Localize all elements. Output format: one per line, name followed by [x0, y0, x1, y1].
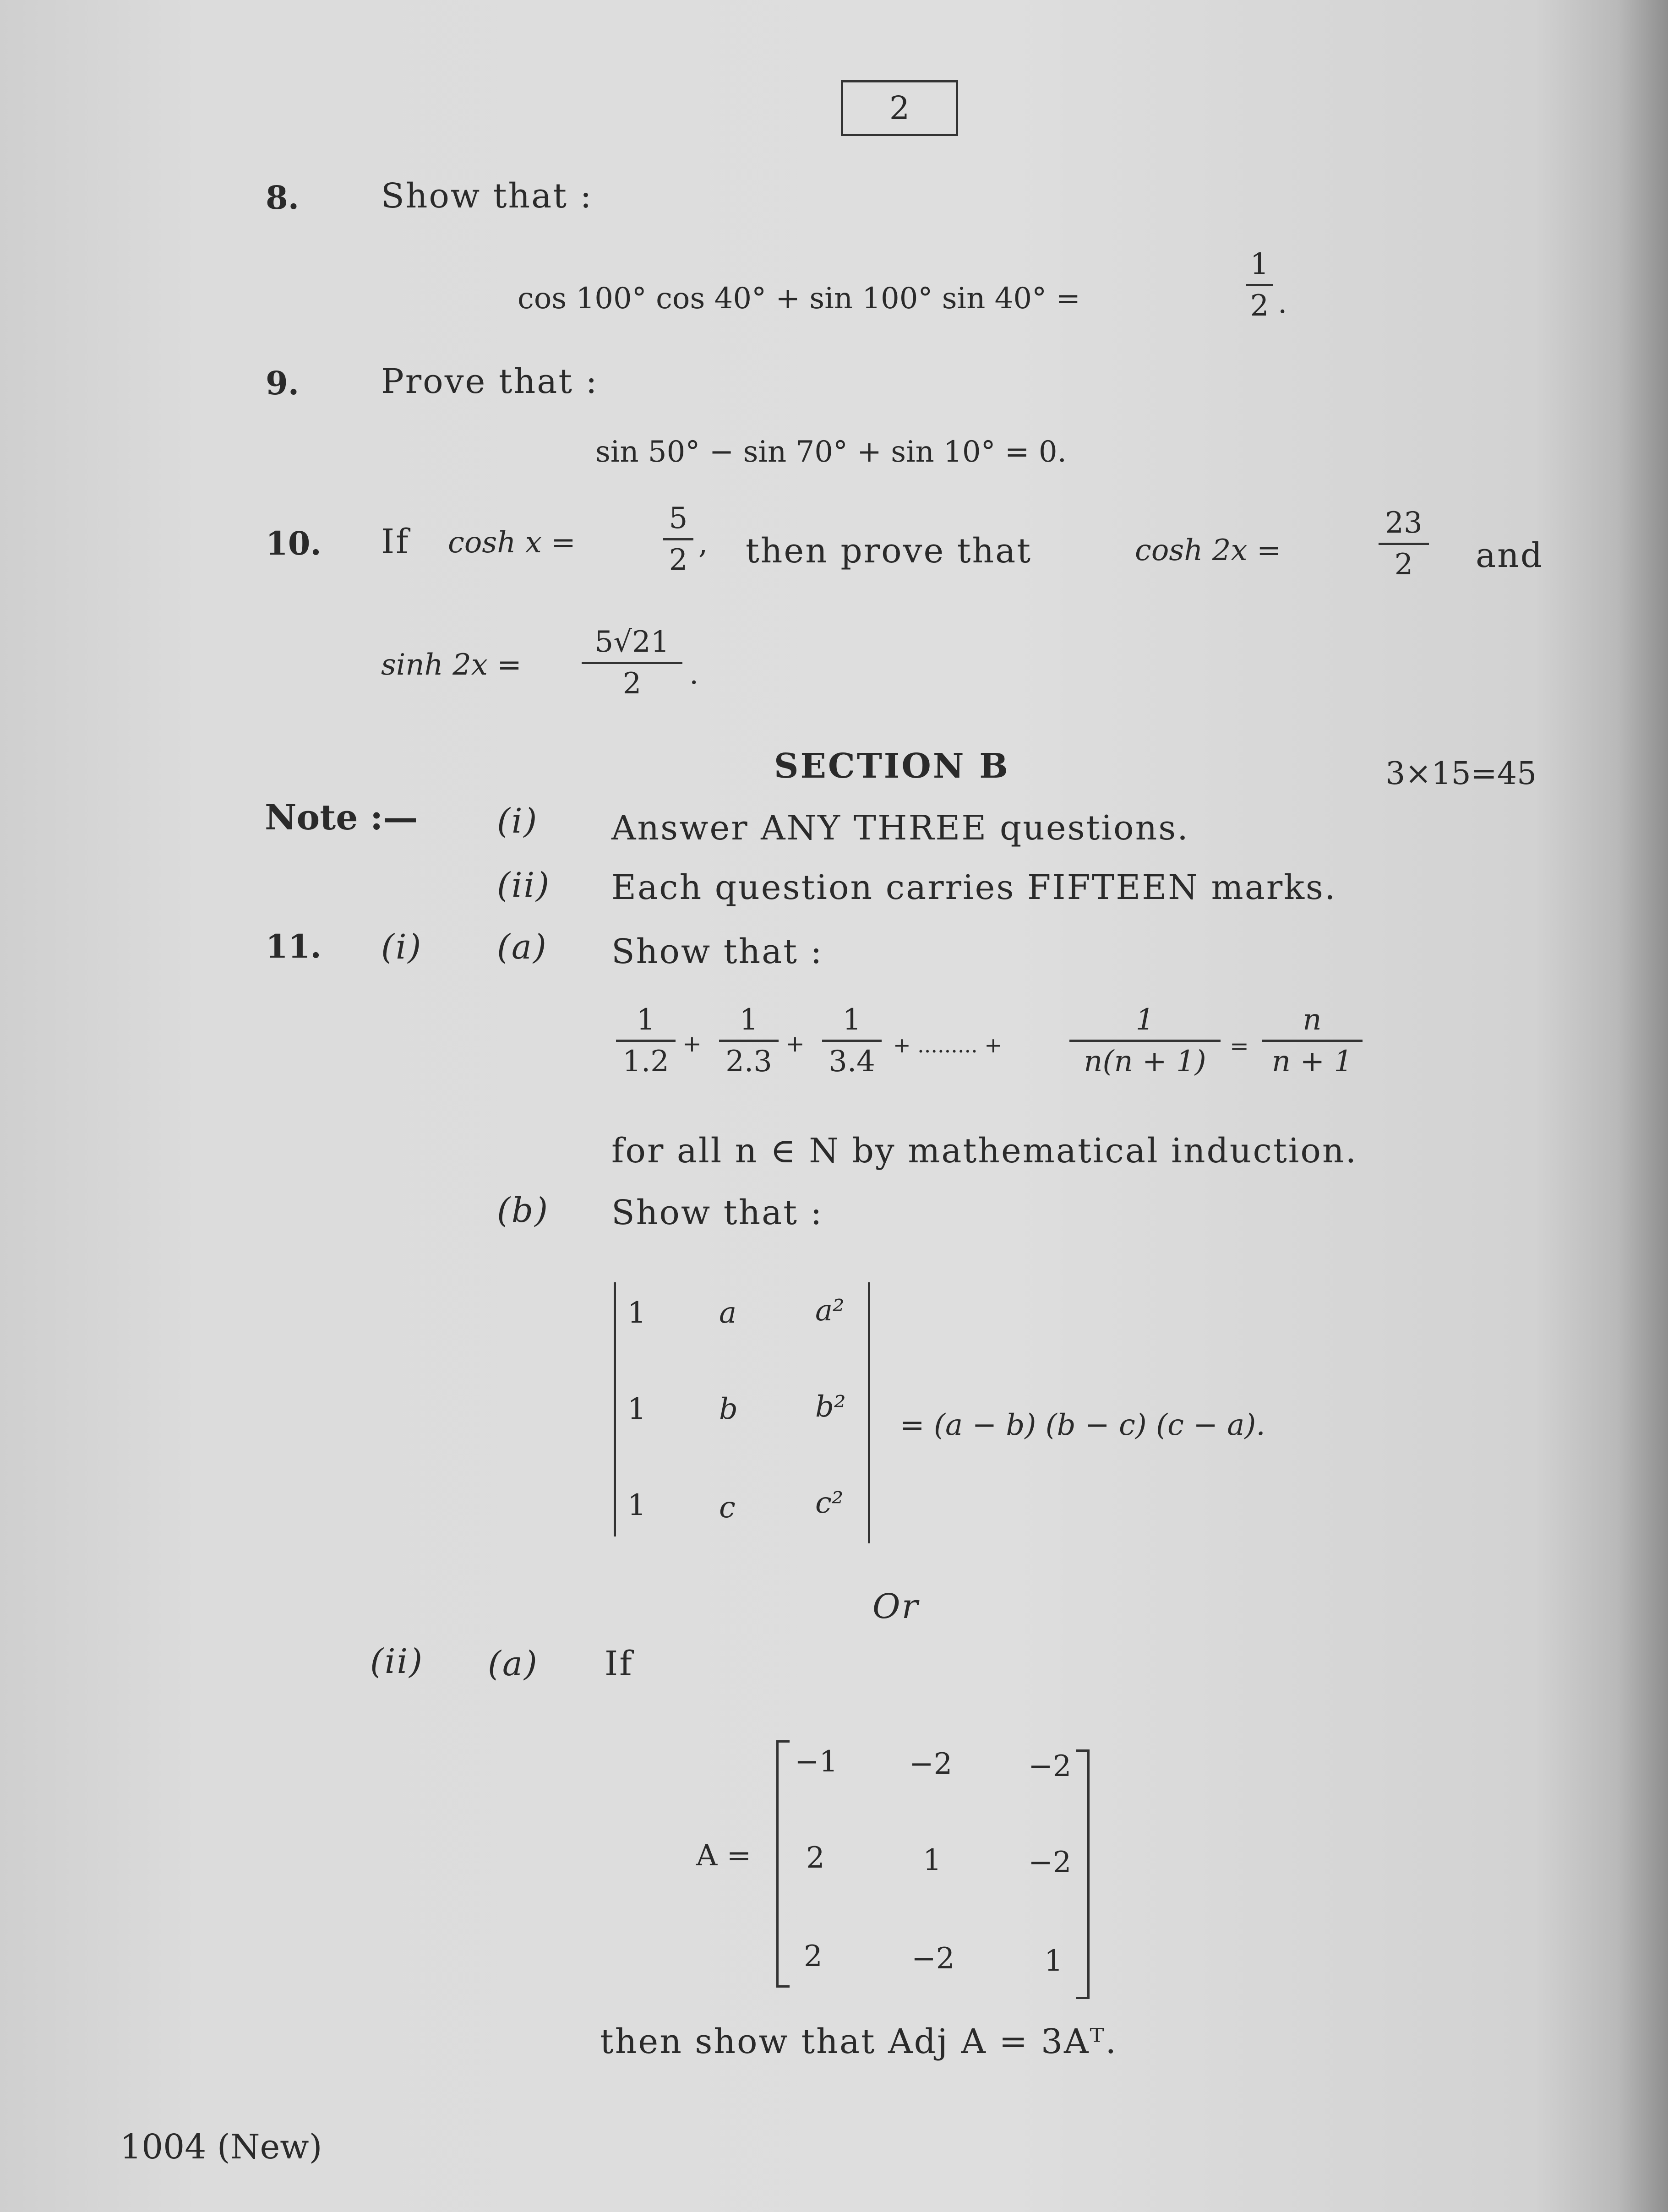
question-10-comma: , [698, 527, 708, 561]
matrix-left-bracket [776, 1740, 790, 1988]
fraction-bar [663, 538, 693, 540]
det-cell: b² [815, 1390, 846, 1424]
det-cell: a [719, 1296, 737, 1330]
fraction-bar [1246, 284, 1273, 286]
question-10-number: 10. [266, 524, 322, 562]
question-11-ii-a-label: (a) [488, 1644, 539, 1684]
or-separator: Or [872, 1587, 920, 1626]
note-i-text: Answer ANY THREE questions. [611, 808, 1189, 848]
note-ii-label: (ii) [497, 866, 551, 905]
section-b-title: SECTION B [774, 746, 1010, 786]
question-10-period: . [689, 657, 699, 691]
series-plus-2: + [785, 1030, 805, 1057]
question-11-ii-tail: then show that Adj A = 3Aᵀ. [600, 2022, 1118, 2061]
series-result [1262, 1003, 1363, 1079]
question-11-i-a-intro: Show that : [611, 932, 823, 971]
det-cell: b [719, 1392, 738, 1426]
fraction-numerator: 5 [669, 501, 688, 535]
question-8-equation-lhs: cos 100° cos 40° + sin 100° sin 40° = [518, 282, 1081, 316]
fraction-denominator: 2 [1394, 548, 1413, 582]
fraction-numerator: 1 [636, 1003, 655, 1037]
fraction-bar [822, 1040, 882, 1042]
matrix-cell: 2 [806, 1841, 825, 1875]
page-number-box: 2 [841, 80, 958, 136]
question-8-fraction [1246, 247, 1273, 323]
fraction-denominator: 3.4 [829, 1045, 875, 1079]
series-dots: + ......... + [893, 1033, 1002, 1057]
fraction-bar [582, 662, 682, 664]
fraction-bar [616, 1040, 676, 1042]
fraction-numerator: 1 [1250, 247, 1269, 281]
fraction-bar [1069, 1040, 1221, 1042]
matrix-cell: −2 [1028, 1749, 1072, 1783]
question-8-number: 8. [266, 179, 300, 217]
fraction-denominator: 2 [622, 667, 642, 701]
question-10-cosh-x: cosh x = [448, 526, 576, 560]
fraction-denominator: 2.3 [725, 1045, 772, 1079]
question-11-ii-if: If [605, 1644, 633, 1684]
matrix-cell: 2 [804, 1940, 823, 1973]
question-8-intro: Show that : [381, 176, 593, 216]
paper-code-footer: 1004 (New) [120, 2127, 322, 2167]
fraction-denominator: n(n + 1) [1084, 1045, 1206, 1079]
note-i-label: (i) [497, 801, 539, 841]
question-11-part-i: (i) [381, 927, 423, 967]
question-10-five-halves [663, 501, 693, 577]
fraction-denominator: 1.2 [622, 1045, 669, 1079]
series-term-2 [719, 1003, 779, 1079]
matrix-cell: −2 [1028, 1846, 1072, 1880]
det-cell: c² [815, 1486, 844, 1520]
matrix-cell: −2 [909, 1747, 953, 1781]
question-11-number: 11. [266, 927, 322, 965]
series-term-1 [616, 1003, 676, 1079]
matrix-cell: 1 [923, 1843, 942, 1877]
question-10-sinh-2x: sinh 2x = [381, 648, 522, 682]
fraction-bar [719, 1040, 779, 1042]
fraction-bar [1379, 543, 1429, 545]
question-10-if: If [381, 522, 410, 561]
question-10-and: and [1476, 536, 1544, 575]
fraction-denominator: n + 1 [1271, 1045, 1353, 1079]
matrix-cell: −2 [911, 1942, 955, 1976]
fraction-denominator: 2 [1250, 289, 1269, 323]
fraction-numerator: 1 [739, 1003, 758, 1037]
question-11-i-b-label: (b) [497, 1191, 550, 1230]
matrix-lhs: A = [696, 1839, 752, 1873]
question-8-period: . [1278, 286, 1287, 320]
question-10-sinh-fraction [582, 625, 682, 701]
det-cell: 1 [627, 1392, 646, 1426]
det-cell: 1 [627, 1488, 646, 1522]
matrix-cell: −1 [795, 1745, 838, 1779]
fraction-numerator: 1 [1135, 1003, 1155, 1037]
note-ii-text: Each question carries FIFTEEN marks. [611, 868, 1337, 907]
question-9-intro: Prove that : [381, 362, 599, 401]
question-9-number: 9. [266, 364, 300, 402]
matrix-right-bracket [1076, 1749, 1090, 1999]
determinant-rhs: = (a − b) (b − c) (c − a). [900, 1408, 1265, 1442]
series-plus-1: + [682, 1030, 702, 1057]
determinant-right-bar [868, 1282, 870, 1543]
fraction-numerator: 1 [842, 1003, 861, 1037]
determinant-left-bar [614, 1282, 616, 1536]
fraction-bar [1262, 1040, 1363, 1042]
question-9-equation: sin 50° − sin 70° + sin 10° = 0. [595, 435, 1067, 469]
question-11-i-b-intro: Show that : [611, 1193, 823, 1232]
matrix-cell: 1 [1044, 1944, 1063, 1978]
section-b-marks: 3×15=45 [1385, 756, 1537, 792]
series-term-n [1069, 1003, 1221, 1079]
det-cell: c [719, 1491, 736, 1525]
fraction-numerator: 23 [1385, 506, 1423, 540]
fraction-numerator: n [1303, 1003, 1322, 1037]
question-10-twentythree-halves [1379, 506, 1429, 582]
question-11-part-ii: (ii) [370, 1642, 424, 1681]
det-cell: 1 [627, 1296, 646, 1330]
note-label: Note :— [265, 797, 418, 838]
series-term-3 [822, 1003, 882, 1079]
question-10-cosh-2x: cosh 2x = [1135, 534, 1281, 567]
question-11-i-a-tail: for all n ∈ N by mathematical induction. [611, 1131, 1358, 1171]
series-equals: = [1230, 1033, 1249, 1059]
fraction-numerator: 5√21 [594, 625, 670, 659]
question-11-i-a-label: (a) [497, 927, 548, 967]
det-cell: a² [815, 1294, 845, 1328]
fraction-denominator: 2 [669, 543, 688, 577]
question-10-then: then prove that [746, 531, 1032, 571]
